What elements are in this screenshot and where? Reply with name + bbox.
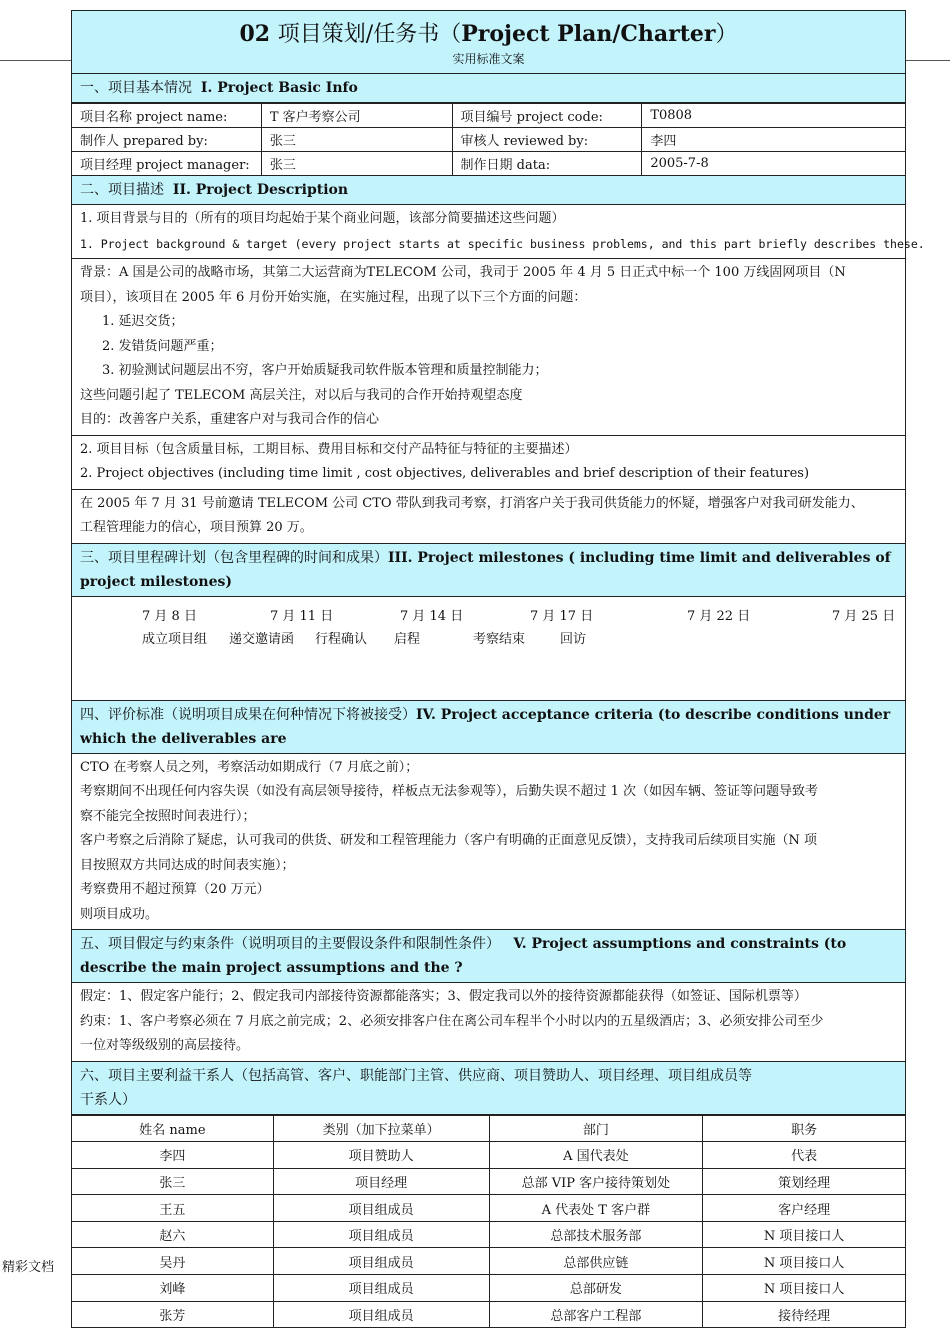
cell-category: 项目组成员 xyxy=(273,1248,489,1275)
heading-en: II. Project Description xyxy=(172,182,349,198)
section-basic-info-heading xyxy=(71,74,906,103)
question-en: 2. Project objectives (including time limit , cost objectives, deliverables and brief description of their features) xyxy=(80,466,810,481)
section-stakeholders-heading xyxy=(71,1062,906,1115)
cell-position: 接待经理 xyxy=(703,1301,906,1328)
cell-department: 总部研发 xyxy=(489,1275,703,1302)
document-subtitle: 实用标准文案 xyxy=(452,52,525,66)
cell-department: 总部 VIP 客户接待策划处 xyxy=(489,1168,703,1195)
cell-department: A 国代表处 xyxy=(489,1142,703,1169)
milestone-timeline xyxy=(71,597,906,701)
text-line: 项目），该项目在 2005 年 6 月份开始实施，在实施过程，出现了以下三个方面的问题： xyxy=(80,289,587,305)
text-line: 背景：A 国是公司的战略市场，其第二大运营商为TELECOM 公司，我司于 2005 年 4 月 5 日正式中标一个 100 万线固网项目（N xyxy=(80,265,846,280)
heading-en: V. Project assumptions and constraints (to xyxy=(513,936,847,952)
section-acceptance-heading xyxy=(71,701,906,754)
info-value: 张三 xyxy=(261,128,452,152)
table-header-row xyxy=(72,1115,906,1142)
milestone-date: 7 月 8 日 xyxy=(142,608,197,624)
heading-en: III. Project milestones ( including time limit and deliverables of xyxy=(388,549,891,566)
table-row xyxy=(72,1195,906,1222)
table-row xyxy=(72,1142,906,1169)
table-row xyxy=(72,1168,906,1195)
text-line: 客户考察之后消除了疑虑，认可我司的供货、研发和工程管理能力（客户有明确的正面意见反馈），支持我司后续项目实施（N 项 xyxy=(80,833,818,848)
assumptions-constraints xyxy=(71,983,906,1062)
text-line: 考察期间不出现任何内容失误（如没有高层领导接待，样板点无法参观等），后勤失误不超过 1 次（如因车辆、签证等问题导致考 xyxy=(80,784,819,799)
cell-category: 项目赞助人 xyxy=(273,1142,489,1169)
cell-name: 李四 xyxy=(72,1142,274,1169)
info-row xyxy=(72,104,906,128)
text-line: 察不能完全按照时间表进行）； xyxy=(80,808,256,824)
info-value: 李四 xyxy=(642,128,906,152)
milestone-item: 成立项目组 xyxy=(142,631,208,647)
text-line: 则项目成功。 xyxy=(80,906,159,922)
cell-name: 吴丹 xyxy=(72,1248,274,1275)
constraint-line: 约束：1、客户考察必须在 7 月底之前完成；2、必须安排客户住在离公司车程半个小时以内的五星级酒店；3、必须安排公司至少 xyxy=(80,1013,824,1029)
background-question xyxy=(71,205,925,259)
info-label: 项目经理 project manager: xyxy=(72,152,262,176)
cell-department: 总部技术服务部 xyxy=(489,1221,703,1248)
cell-department: A 代表处 T 客户群 xyxy=(489,1195,703,1222)
cell-position: N 项目接口人 xyxy=(703,1275,906,1302)
section-description-heading xyxy=(71,176,906,205)
table-row xyxy=(72,1275,906,1302)
milestone-date: 7 月 11 日 xyxy=(270,608,334,624)
background-answer xyxy=(71,259,906,436)
question-en: 1. Project background & target (every project starts at specific business problems, and this part briefly describes these. xyxy=(80,236,925,251)
cell-category: 项目组成员 xyxy=(273,1301,489,1328)
info-label: 审核人 reviewed by: xyxy=(452,128,642,152)
heading-en-cont: which the deliverables are xyxy=(80,730,287,747)
heading-en: IV. Project acceptance criteria (to describe conditions under xyxy=(416,706,891,723)
info-value: T 客户考察公司 xyxy=(261,104,452,128)
milestone-item: 递交邀请函 xyxy=(229,631,295,647)
objectives-answer xyxy=(71,490,906,544)
title-en: Project Plan/Charter xyxy=(461,21,716,47)
milestone-date: 7 月 14 日 xyxy=(400,608,464,624)
title-cn: 项目策划/任务书（ xyxy=(277,22,462,47)
column-header: 部门 xyxy=(489,1115,703,1142)
heading-cn: 一、项目基本情况 xyxy=(80,80,192,96)
milestone-item: 行程确认 xyxy=(315,631,368,647)
objectives-question xyxy=(71,436,906,490)
cell-category: 项目经理 xyxy=(273,1168,489,1195)
heading-cn: 六、项目主要利益干系人（包括高管、客户、职能部门主管、供应商、项目赞助人、项目经理、项目组成员等 xyxy=(80,1067,752,1084)
milestone-item: 回访 xyxy=(560,631,587,647)
heading-cn: 三、项目里程碑计划（包含里程碑的时间和成果） xyxy=(80,549,388,566)
info-label: 制作日期 data: xyxy=(452,152,642,176)
constraint-line: 一位对等级级别的高层接待。 xyxy=(80,1038,250,1053)
text-line: 工程管理能力的信心，项目预算 20 万。 xyxy=(80,520,313,535)
cell-name: 张芳 xyxy=(72,1301,274,1328)
info-label: 项目名称 project name: xyxy=(72,104,262,128)
table-row xyxy=(72,1301,906,1328)
info-label: 项目编号 project code: xyxy=(452,104,642,128)
question-cn: 2. 项目目标（包含质量目标，工期目标、费用目标和交付产品特征与特征的主要描述） xyxy=(80,441,578,457)
cell-name: 王五 xyxy=(72,1195,274,1222)
info-row xyxy=(72,128,906,152)
info-value: 2005-7-8 xyxy=(642,152,906,176)
cell-category: 项目组成员 xyxy=(273,1275,489,1302)
column-header: 类别（加下拉菜单） xyxy=(273,1115,489,1142)
milestone-item: 考察结束 xyxy=(473,631,526,647)
basic-info-table xyxy=(71,103,906,176)
info-value: 张三 xyxy=(261,152,452,176)
info-label: 制作人 prepared by: xyxy=(72,128,262,152)
purpose-line: 目的：改善客户关系，重建客户对与我司合作的信心 xyxy=(80,412,380,427)
heading-cn: 二、项目描述 xyxy=(80,182,164,198)
section-milestones-heading xyxy=(71,544,906,597)
cell-category: 项目组成员 xyxy=(273,1195,489,1222)
table-row xyxy=(72,1248,906,1275)
acceptance-criteria xyxy=(71,754,906,931)
heading-en-cont: project milestones) xyxy=(80,573,232,590)
heading-cn: 四、评价标准（说明项目成果在何种情况下将被接受） xyxy=(80,706,416,723)
cell-department: 总部客户工程部 xyxy=(489,1301,703,1328)
footer-label: 精彩文档 xyxy=(2,1260,55,1275)
cell-position: N 项目接口人 xyxy=(703,1248,906,1275)
column-header: 姓名 name xyxy=(72,1115,274,1142)
column-header: 职务 xyxy=(703,1115,906,1142)
problem-item: 3. 初验测试问题层出不穷，客户开始质疑我司软件版本管理和质量控制能力； xyxy=(102,363,548,378)
title-close: ） xyxy=(715,22,738,47)
doc-number: 02 xyxy=(239,21,271,47)
cell-name: 刘峰 xyxy=(72,1275,274,1302)
heading-cn: 五、项目假定与约束条件（说明项目的主要假设条件和限制性条件） xyxy=(80,936,500,952)
problem-item: 2. 发错货问题严重； xyxy=(102,338,223,354)
project-charter-document xyxy=(71,10,925,1328)
document-header xyxy=(71,10,906,74)
info-row xyxy=(72,152,906,176)
heading-cn-cont: 干系人） xyxy=(80,1091,136,1108)
text-line: 目按照双方共同达成的时间表实施）； xyxy=(80,857,295,873)
cell-position: 代表 xyxy=(703,1142,906,1169)
info-value: T0808 xyxy=(642,104,906,128)
cell-department: 总部供应链 xyxy=(489,1248,703,1275)
milestone-date: 7 月 22 日 xyxy=(687,608,751,624)
cell-position: 客户经理 xyxy=(703,1195,906,1222)
problem-item: 1. 延迟交货； xyxy=(102,314,184,329)
cell-name: 赵六 xyxy=(72,1221,274,1248)
cell-category: 项目组成员 xyxy=(273,1221,489,1248)
text-line: 在 2005 年 7 月 31 号前邀请 TELECOM 公司 CTO 带队到我司考察，打消客户关于我司供货能力的怀疑，增强客户对我司研发能力、 xyxy=(80,495,864,511)
text-line: 这些问题引起了 TELECOM 高层关注，对以后与我司的合作开始持观望态度 xyxy=(80,387,523,403)
text-line: 考察费用不超过预算（20 万元） xyxy=(80,882,270,897)
stakeholder-table xyxy=(71,1115,906,1329)
heading-en-cont: describe the main project assumptions and the ? xyxy=(80,960,463,976)
question-cn: 1. 项目背景与目的（所有的项目均起始于某个商业问题，该部分简要描述这些问题） xyxy=(80,211,565,226)
milestone-date: 7 月 17 日 xyxy=(530,608,594,624)
text-line: CTO 在考察人员之列，考察活动如期成行（7 月底之前）； xyxy=(80,759,419,775)
assumption-line: 假定：1、假定客户能行；2、假定我司内部接待资源都能落实；3、假定我司以外的接待资源都能获得（如签证、国际机票等） xyxy=(80,989,807,1004)
milestone-item: 启程 xyxy=(394,631,421,647)
document-title xyxy=(72,17,905,48)
heading-en: I. Project Basic Info xyxy=(200,80,358,96)
section-assumptions-heading xyxy=(71,930,906,983)
cell-position: 策划经理 xyxy=(703,1168,906,1195)
milestone-date: 7 月 25 日 xyxy=(832,608,896,624)
cell-name: 张三 xyxy=(72,1168,274,1195)
table-row xyxy=(72,1221,906,1248)
cell-position: N 项目接口人 xyxy=(703,1221,906,1248)
